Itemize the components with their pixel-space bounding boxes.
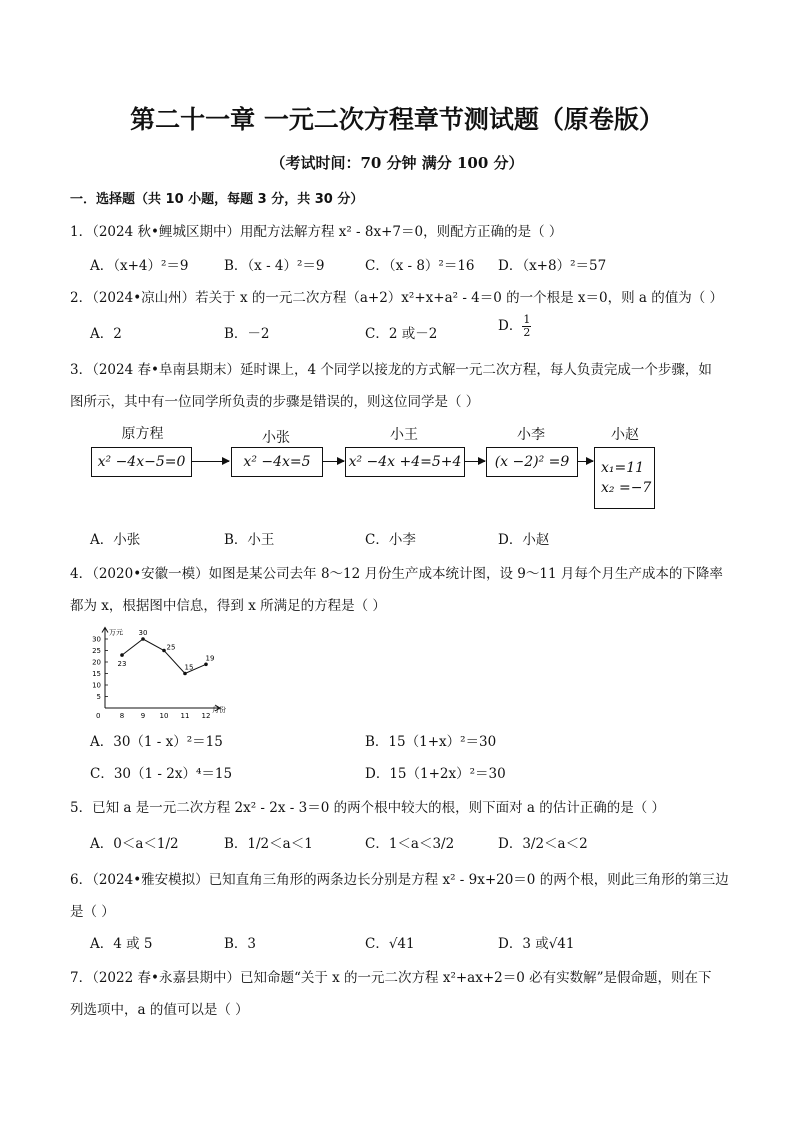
question-1-option-c: C．（x - 8）²＝16 bbox=[365, 258, 475, 274]
data-label: 23 bbox=[117, 660, 127, 669]
y-tick-label: 20 bbox=[92, 658, 101, 667]
y-tick-label: 5 bbox=[96, 693, 101, 701]
question-3-option-d: D．小赵 bbox=[498, 532, 550, 548]
x-tick-label: 11 bbox=[180, 712, 190, 720]
y-tick-label: 10 bbox=[92, 681, 101, 690]
question-3-line-2: 图所示，其中有一位同学所负责的步骤是错误的，则这位同学是（ ） bbox=[70, 394, 480, 410]
question-3-option-a: A．小张 bbox=[90, 532, 141, 548]
data-label: 15 bbox=[184, 663, 194, 672]
question-6-line-1: 6．（2024•雅安模拟）已知直角三角形的两条边长分别是方程 x² - 9x+20＝0 的两个根，则此三角形的第三边 bbox=[70, 872, 729, 888]
flow-root-1: x₁=11 bbox=[601, 460, 645, 476]
question-4-option-d: D．15（1+2x）²＝30 bbox=[365, 766, 506, 782]
origin-label: 0 bbox=[96, 712, 101, 720]
x-axis-title: 月份 bbox=[212, 706, 226, 714]
question-1-option-b: B．（x - 4）²＝9 bbox=[224, 258, 325, 274]
question-6-line-2: 是（ ） bbox=[70, 904, 115, 920]
data-label: 19 bbox=[205, 654, 215, 663]
question-1-option-d: D．（x+8）²＝57 bbox=[498, 258, 607, 274]
flow-arrow-4 bbox=[577, 461, 593, 462]
question-5-option-a: A．0＜a＜1/2 bbox=[90, 836, 179, 852]
flow-box-original: x² −4x−5=0 bbox=[91, 447, 192, 477]
data-point bbox=[183, 672, 187, 676]
flow-arrow-3 bbox=[464, 461, 485, 462]
question-2-option-b: B．－2 bbox=[224, 326, 270, 342]
question-2-option-d: D． $\frac{1}{2}$ bbox=[498, 313, 531, 339]
data-point bbox=[162, 649, 166, 653]
question-5-stem: 5．已知 a 是一元二次方程 2x² - 2x - 3＝0 的两个根中较大的根，则下面对 a 的估计正确的是（ ） bbox=[70, 800, 666, 816]
question-6-option-a: A．4 或 5 bbox=[90, 936, 153, 952]
x-tick-label: 9 bbox=[140, 712, 146, 720]
exam-info: （考试时间：70 分钟 满分 100 分） bbox=[270, 154, 524, 172]
section-heading: 一．选择题（共 10 小题，每题 3 分，共 30 分） bbox=[70, 192, 364, 207]
question-2-stem: 2．（2024•凉山州）若关于 x 的一元二次方程（a+2）x²+x+a² - 4＝0 的一个根是 x＝0，则 a 的值为（ ） bbox=[70, 290, 724, 306]
question-1-stem: 1．（2024 秋•鲤城区期中）用配方法解方程 x² - 8x+7＝0，则配方正确的是（ ） bbox=[70, 224, 563, 240]
y-axis-title: 万元 bbox=[109, 628, 123, 637]
question-7-line-2: 列选项中，a 的值可以是（ ） bbox=[70, 1002, 249, 1018]
question-6-option-b: B．3 bbox=[224, 936, 257, 952]
x-tick-label: 8 bbox=[119, 712, 125, 720]
question-4-option-a: A．30（1 - x）²＝15 bbox=[90, 734, 223, 750]
question-5-option-d: D．3/2＜a＜2 bbox=[498, 836, 588, 852]
x-tick-label: 12 bbox=[201, 712, 211, 720]
question-7-line-1: 7．（2022 春•永嘉县期中）已知命题“关于 x 的一元二次方程 x²+ax+2＝0 必有实数解”是假命题，则在下 bbox=[70, 970, 712, 986]
flow-label-xiaoli: 小李 bbox=[517, 427, 545, 443]
question-5-option-b: B．1/2＜a＜1 bbox=[224, 836, 313, 852]
data-point bbox=[204, 663, 208, 667]
x-tick-label: 10 bbox=[159, 712, 169, 720]
flow-box-xiaoli: (x −2)² =9 bbox=[486, 447, 578, 477]
flow-arrow-2 bbox=[322, 461, 344, 462]
question-4-line-1: 4．（2020•安徽一模）如图是某公司去年 8～12 月份生产成本统计图，设 9～11 月每个月生产成本的下降率 bbox=[70, 566, 723, 582]
flow-box-xiaozhang: x² −4x=5 bbox=[231, 447, 323, 477]
question-2-option-c: C．2 或－2 bbox=[365, 326, 438, 342]
cost-line-chart bbox=[85, 618, 245, 722]
flow-label-xiaozhao: 小赵 bbox=[611, 427, 639, 443]
question-4-line-2: 都为 x，根据图中信息，得到 x 所满足的方程是（ ） bbox=[70, 598, 386, 614]
flow-root-2: x₂ =−7 bbox=[601, 480, 652, 496]
flow-box-xiaowang: x² −4x +4=5+4 bbox=[345, 447, 465, 477]
flow-arrow-1 bbox=[191, 461, 229, 462]
question-4-option-c: C．30（1 - 2x）⁴＝15 bbox=[90, 766, 233, 782]
question-3-option-c: C．小李 bbox=[365, 532, 416, 548]
data-label: 25 bbox=[166, 643, 176, 652]
flow-label-xiaozhang: 小张 bbox=[262, 430, 290, 446]
question-1-option-a: A．（x+4）²＝9 bbox=[90, 258, 189, 274]
question-6-option-c: C．√41 bbox=[365, 936, 415, 952]
question-3-option-b: B．小王 bbox=[224, 532, 275, 548]
y-tick-label: 15 bbox=[92, 670, 101, 678]
question-2-option-a: A．2 bbox=[90, 326, 122, 342]
question-3-line-1: 3．（2024 春•阜南县期末）延时课上，4 个同学以接龙的方式解一元二次方程，每人负责完成一个步骤，如 bbox=[70, 362, 712, 378]
question-5-option-c: C．1＜a＜3/2 bbox=[365, 836, 455, 852]
data-point bbox=[141, 637, 145, 641]
data-point bbox=[120, 653, 124, 657]
data-label: 30 bbox=[138, 629, 148, 637]
y-tick-label: 25 bbox=[92, 647, 101, 655]
page-title: 第二十一章 一元二次方程章节测试题（原卷版） bbox=[130, 105, 664, 134]
y-tick-label: 30 bbox=[92, 635, 101, 644]
flow-label-xiaowang: 小王 bbox=[390, 427, 418, 443]
question-6-option-d: D．3 或√41 bbox=[498, 936, 575, 952]
question-4-option-b: B．15（1+x）²＝30 bbox=[365, 734, 497, 750]
flow-box-xiaozhao bbox=[594, 447, 655, 509]
flow-label-original: 原方程 bbox=[121, 426, 164, 442]
